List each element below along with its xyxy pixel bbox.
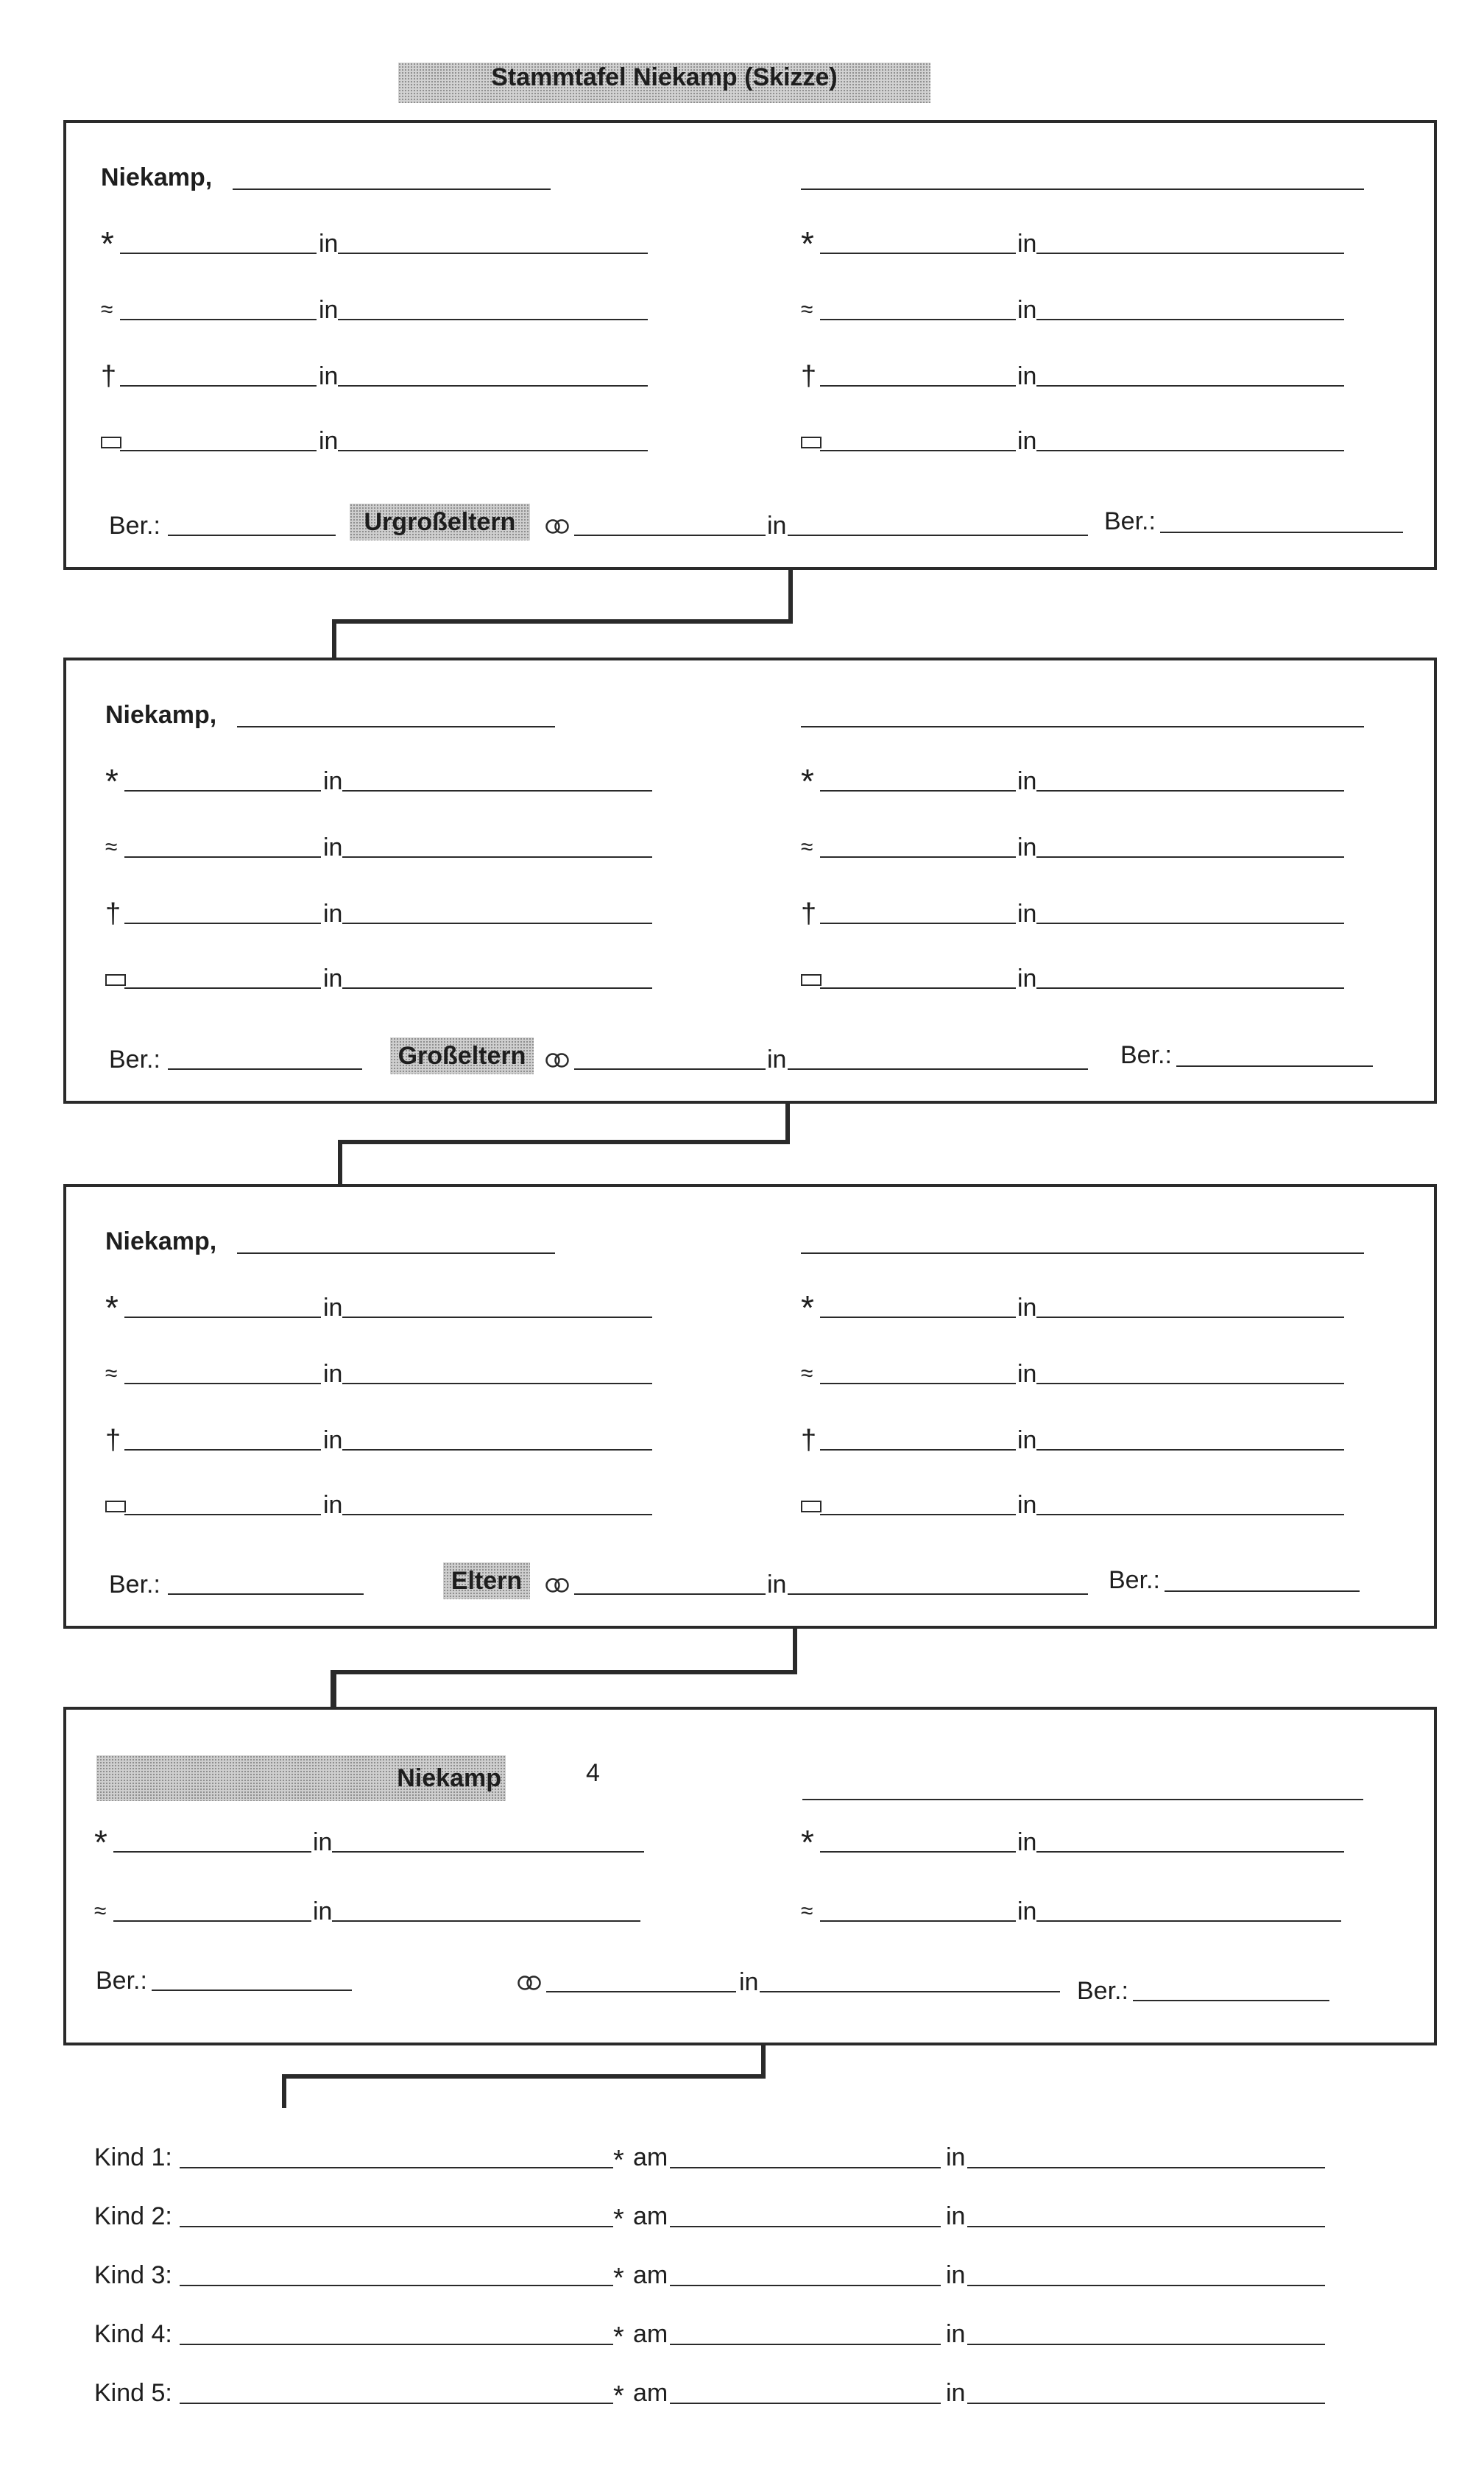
birth-star-icon: * [801,225,814,263]
spouse-occupation-field[interactable] [1133,2000,1329,2001]
birth-date-field[interactable] [820,1851,1016,1853]
birth-star-icon: * [801,1823,814,1861]
proband-spouse-name-field[interactable] [802,1799,1363,1800]
birth-star-icon: * [801,762,814,800]
birth-star-icon: * [101,225,114,263]
burial-date-field[interactable] [820,1514,1016,1515]
child-birth-date-field[interactable] [670,2344,941,2345]
marriage-place-field[interactable] [788,1068,1088,1070]
given-name-field[interactable] [237,726,555,727]
connector-line [338,1140,342,1184]
death-date-field[interactable] [124,1449,321,1451]
child-name-field[interactable] [180,2167,613,2168]
child-name-field[interactable] [180,2285,613,2286]
in-label: in [1017,767,1037,795]
in-label: in [323,1360,343,1388]
generation-label: Großeltern [390,1037,534,1074]
birth-star-icon: * [105,1289,119,1327]
marriage-date-field[interactable] [574,535,766,536]
death-place-field[interactable] [338,385,648,387]
in-label: in [767,512,787,540]
in-label: in [767,1046,787,1074]
connector-line [332,619,336,658]
in-label: in [946,2320,966,2348]
in-label: in [323,1491,343,1519]
birth-place-field[interactable] [332,1851,644,1853]
baptism-date-field[interactable] [820,1383,1016,1384]
connector-line [282,2074,286,2108]
in-label: in [739,1968,759,1996]
generation-box [63,120,1437,570]
in-label: in [323,965,343,993]
burial-place-field[interactable] [1036,450,1344,451]
spouse-occupation-label: Ber.: [1077,1977,1128,2005]
burial-icon [105,1501,126,1512]
child-name-field[interactable] [180,2344,613,2345]
connector-line [282,2074,766,2079]
baptism-place-field[interactable] [1036,1920,1341,1922]
burial-place-field[interactable] [1036,987,1344,989]
death-place-field[interactable] [1036,1449,1344,1451]
death-place-field[interactable] [342,923,652,924]
birth-star-icon: * [613,2263,624,2294]
given-name-field[interactable] [237,1252,555,1254]
marriage-date-field[interactable] [574,1068,766,1070]
page-title: Stammtafel Niekamp (Skizze) [398,63,930,103]
in-label: in [946,2202,966,2230]
spouse-occupation-label: Ber.: [1109,1566,1160,1594]
death-cross-icon: † [101,361,117,392]
child-name-field[interactable] [180,2226,613,2227]
burial-icon [101,437,121,448]
baptism-place-field[interactable] [342,856,652,858]
in-label: in [1017,362,1037,390]
in-label: in [1017,1360,1037,1388]
child-birth-place-field[interactable] [967,2285,1325,2286]
connector-line [785,1104,790,1144]
marriage-place-field[interactable] [788,535,1088,536]
generation-label: Eltern [443,1562,530,1599]
death-cross-icon: † [801,1425,817,1456]
baptism-icon: ≈ [105,835,118,859]
birth-date-field[interactable] [124,790,321,792]
birth-date-field[interactable] [820,253,1016,254]
baptism-date-field[interactable] [124,856,321,858]
baptism-icon: ≈ [101,297,113,322]
occupation-field[interactable] [168,535,336,536]
surname-label: Niekamp, [101,163,213,191]
burial-date-field[interactable] [124,1514,321,1515]
baptism-place-field[interactable] [342,1383,652,1384]
marriage-date-field[interactable] [574,1593,766,1595]
in-label: in [1017,427,1037,455]
birth-place-field[interactable] [338,253,648,254]
marriage-rings-icon [543,1577,574,1593]
in-label: in [946,2143,966,2171]
baptism-place-field[interactable] [1036,1383,1344,1384]
birth-date-field[interactable] [820,1317,1016,1318]
birth-place-field[interactable] [1036,1317,1344,1318]
birth-date-field[interactable] [120,253,317,254]
am-label: am [633,2320,668,2348]
baptism-icon: ≈ [105,1361,118,1386]
child-label: Kind 4: [94,2320,172,2348]
in-label: in [323,1426,343,1454]
occupation-label: Ber.: [109,1571,160,1599]
baptism-place-field[interactable] [332,1920,640,1922]
baptism-date-field[interactable] [820,856,1016,858]
death-date-field[interactable] [120,385,317,387]
birth-place-field[interactable] [342,790,652,792]
proband-number: 4 [586,1759,600,1787]
birth-star-icon: * [613,2322,624,2353]
generation-label: Urgroßeltern [350,504,530,540]
spouse-name-field[interactable] [801,726,1364,727]
child-birth-date-field[interactable] [670,2403,941,2404]
in-label: in [946,2261,966,2289]
child-label: Kind 2: [94,2202,172,2230]
occupation-field[interactable] [168,1593,364,1595]
in-label: in [323,900,343,928]
baptism-date-field[interactable] [120,319,317,320]
in-label: in [1017,965,1037,993]
child-birth-date-field[interactable] [670,2226,941,2227]
am-label: am [633,2379,668,2407]
birth-star-icon: * [613,2204,624,2235]
birth-place-field[interactable] [1036,253,1344,254]
am-label: am [633,2143,668,2171]
in-label: in [1017,1491,1037,1519]
in-label: in [1017,230,1037,258]
child-label: Kind 3: [94,2261,172,2289]
birth-date-field[interactable] [124,1317,321,1318]
occupation-label: Ber.: [96,1967,147,1995]
burial-date-field[interactable] [820,450,1016,451]
in-label: in [946,2379,966,2407]
burial-icon [801,1501,822,1512]
child-birth-place-field[interactable] [967,2344,1325,2345]
birth-place-field[interactable] [1036,790,1344,792]
birth-date-field[interactable] [820,790,1016,792]
baptism-date-field[interactable] [820,1920,1016,1922]
burial-icon [105,974,126,986]
am-label: am [633,2261,668,2289]
in-label: in [1017,900,1037,928]
connector-line [793,1629,797,1674]
child-name-field[interactable] [180,2403,613,2404]
spouse-occupation-label: Ber.: [1104,507,1156,535]
spouse-occupation-label: Ber.: [1120,1041,1172,1069]
baptism-icon: ≈ [801,1899,813,1923]
spouse-occupation-field[interactable] [1160,532,1403,533]
in-label: in [767,1571,787,1599]
burial-place-field[interactable] [342,987,652,989]
baptism-icon: ≈ [94,1899,107,1923]
marriage-date-field[interactable] [546,1991,736,1992]
birth-star-icon: * [105,762,119,800]
death-cross-icon: † [801,361,817,392]
marriage-rings-icon [515,1975,546,1991]
birth-date-field[interactable] [113,1851,311,1853]
connector-line [788,570,793,624]
burial-place-field[interactable] [342,1514,652,1515]
burial-place-field[interactable] [1036,1514,1344,1515]
child-label: Kind 1: [94,2143,172,2171]
marriage-rings-icon [543,1052,574,1068]
death-date-field[interactable] [820,1449,1016,1451]
surname-label: Niekamp, [105,1227,217,1255]
baptism-place-field[interactable] [1036,856,1344,858]
birth-star-icon: * [94,1823,107,1861]
baptism-date-field[interactable] [820,319,1016,320]
marriage-rings-icon [543,518,574,535]
burial-icon [801,974,822,986]
am-label: am [633,2202,668,2230]
connector-line [332,619,793,624]
burial-date-field[interactable] [120,450,317,451]
in-label: in [1017,296,1037,324]
death-place-field[interactable] [1036,385,1344,387]
burial-date-field[interactable] [820,987,1016,989]
baptism-place-field[interactable] [1036,319,1344,320]
child-birth-date-field[interactable] [670,2167,941,2168]
in-label: in [323,1294,343,1322]
spouse-occupation-field[interactable] [1176,1065,1373,1067]
birth-star-icon: * [613,2145,624,2176]
death-date-field[interactable] [124,923,321,924]
marriage-place-field[interactable] [760,1991,1060,1992]
in-label: in [323,834,343,861]
burial-date-field[interactable] [124,987,321,989]
occupation-field[interactable] [168,1068,362,1070]
child-birth-place-field[interactable] [967,2403,1325,2404]
occupation-field[interactable] [152,1990,352,1991]
in-label: in [313,1897,333,1925]
connector-line [331,1670,336,1707]
in-label: in [1017,1897,1037,1925]
in-label: in [319,427,339,455]
spouse-occupation-field[interactable] [1165,1590,1360,1592]
child-birth-place-field[interactable] [967,2167,1325,2168]
given-name-field[interactable] [233,188,551,190]
child-label: Kind 5: [94,2379,172,2407]
in-label: in [1017,834,1037,861]
baptism-place-field[interactable] [338,319,648,320]
death-date-field[interactable] [820,385,1016,387]
connector-line [761,2043,766,2079]
occupation-label: Ber.: [109,512,160,540]
occupation-label: Ber.: [109,1046,160,1074]
death-date-field[interactable] [820,923,1016,924]
child-birth-place-field[interactable] [967,2226,1325,2227]
death-place-field[interactable] [1036,923,1344,924]
birth-place-field[interactable] [342,1317,652,1318]
connector-line [331,1670,797,1674]
connector-line [338,1140,790,1144]
in-label: in [319,296,339,324]
generation-box [63,658,1437,1104]
in-label: in [319,362,339,390]
baptism-icon: ≈ [801,1361,813,1386]
in-label: in [1017,1426,1037,1454]
baptism-icon: ≈ [801,297,813,322]
in-label: in [313,1828,333,1856]
birth-place-field[interactable] [1036,1851,1344,1853]
surname-label: Niekamp, [105,701,217,729]
marriage-place-field[interactable] [788,1593,1088,1595]
death-cross-icon: † [105,1425,121,1456]
birth-star-icon: * [613,2380,624,2411]
in-label: in [1017,1828,1037,1856]
death-place-field[interactable] [342,1449,652,1451]
birth-star-icon: * [801,1289,814,1327]
baptism-date-field[interactable] [124,1383,321,1384]
child-birth-date-field[interactable] [670,2285,941,2286]
proband-name-label: Niekamp [96,1755,506,1801]
in-label: in [1017,1294,1037,1322]
burial-icon [801,437,822,448]
baptism-date-field[interactable] [113,1920,311,1922]
spouse-name-field[interactable] [801,1252,1364,1254]
baptism-icon: ≈ [801,835,813,859]
in-label: in [319,230,339,258]
death-cross-icon: † [105,898,121,929]
in-label: in [323,767,343,795]
burial-place-field[interactable] [338,450,648,451]
death-cross-icon: † [801,898,817,929]
generation-box [63,1184,1437,1629]
spouse-name-field[interactable] [801,188,1364,190]
